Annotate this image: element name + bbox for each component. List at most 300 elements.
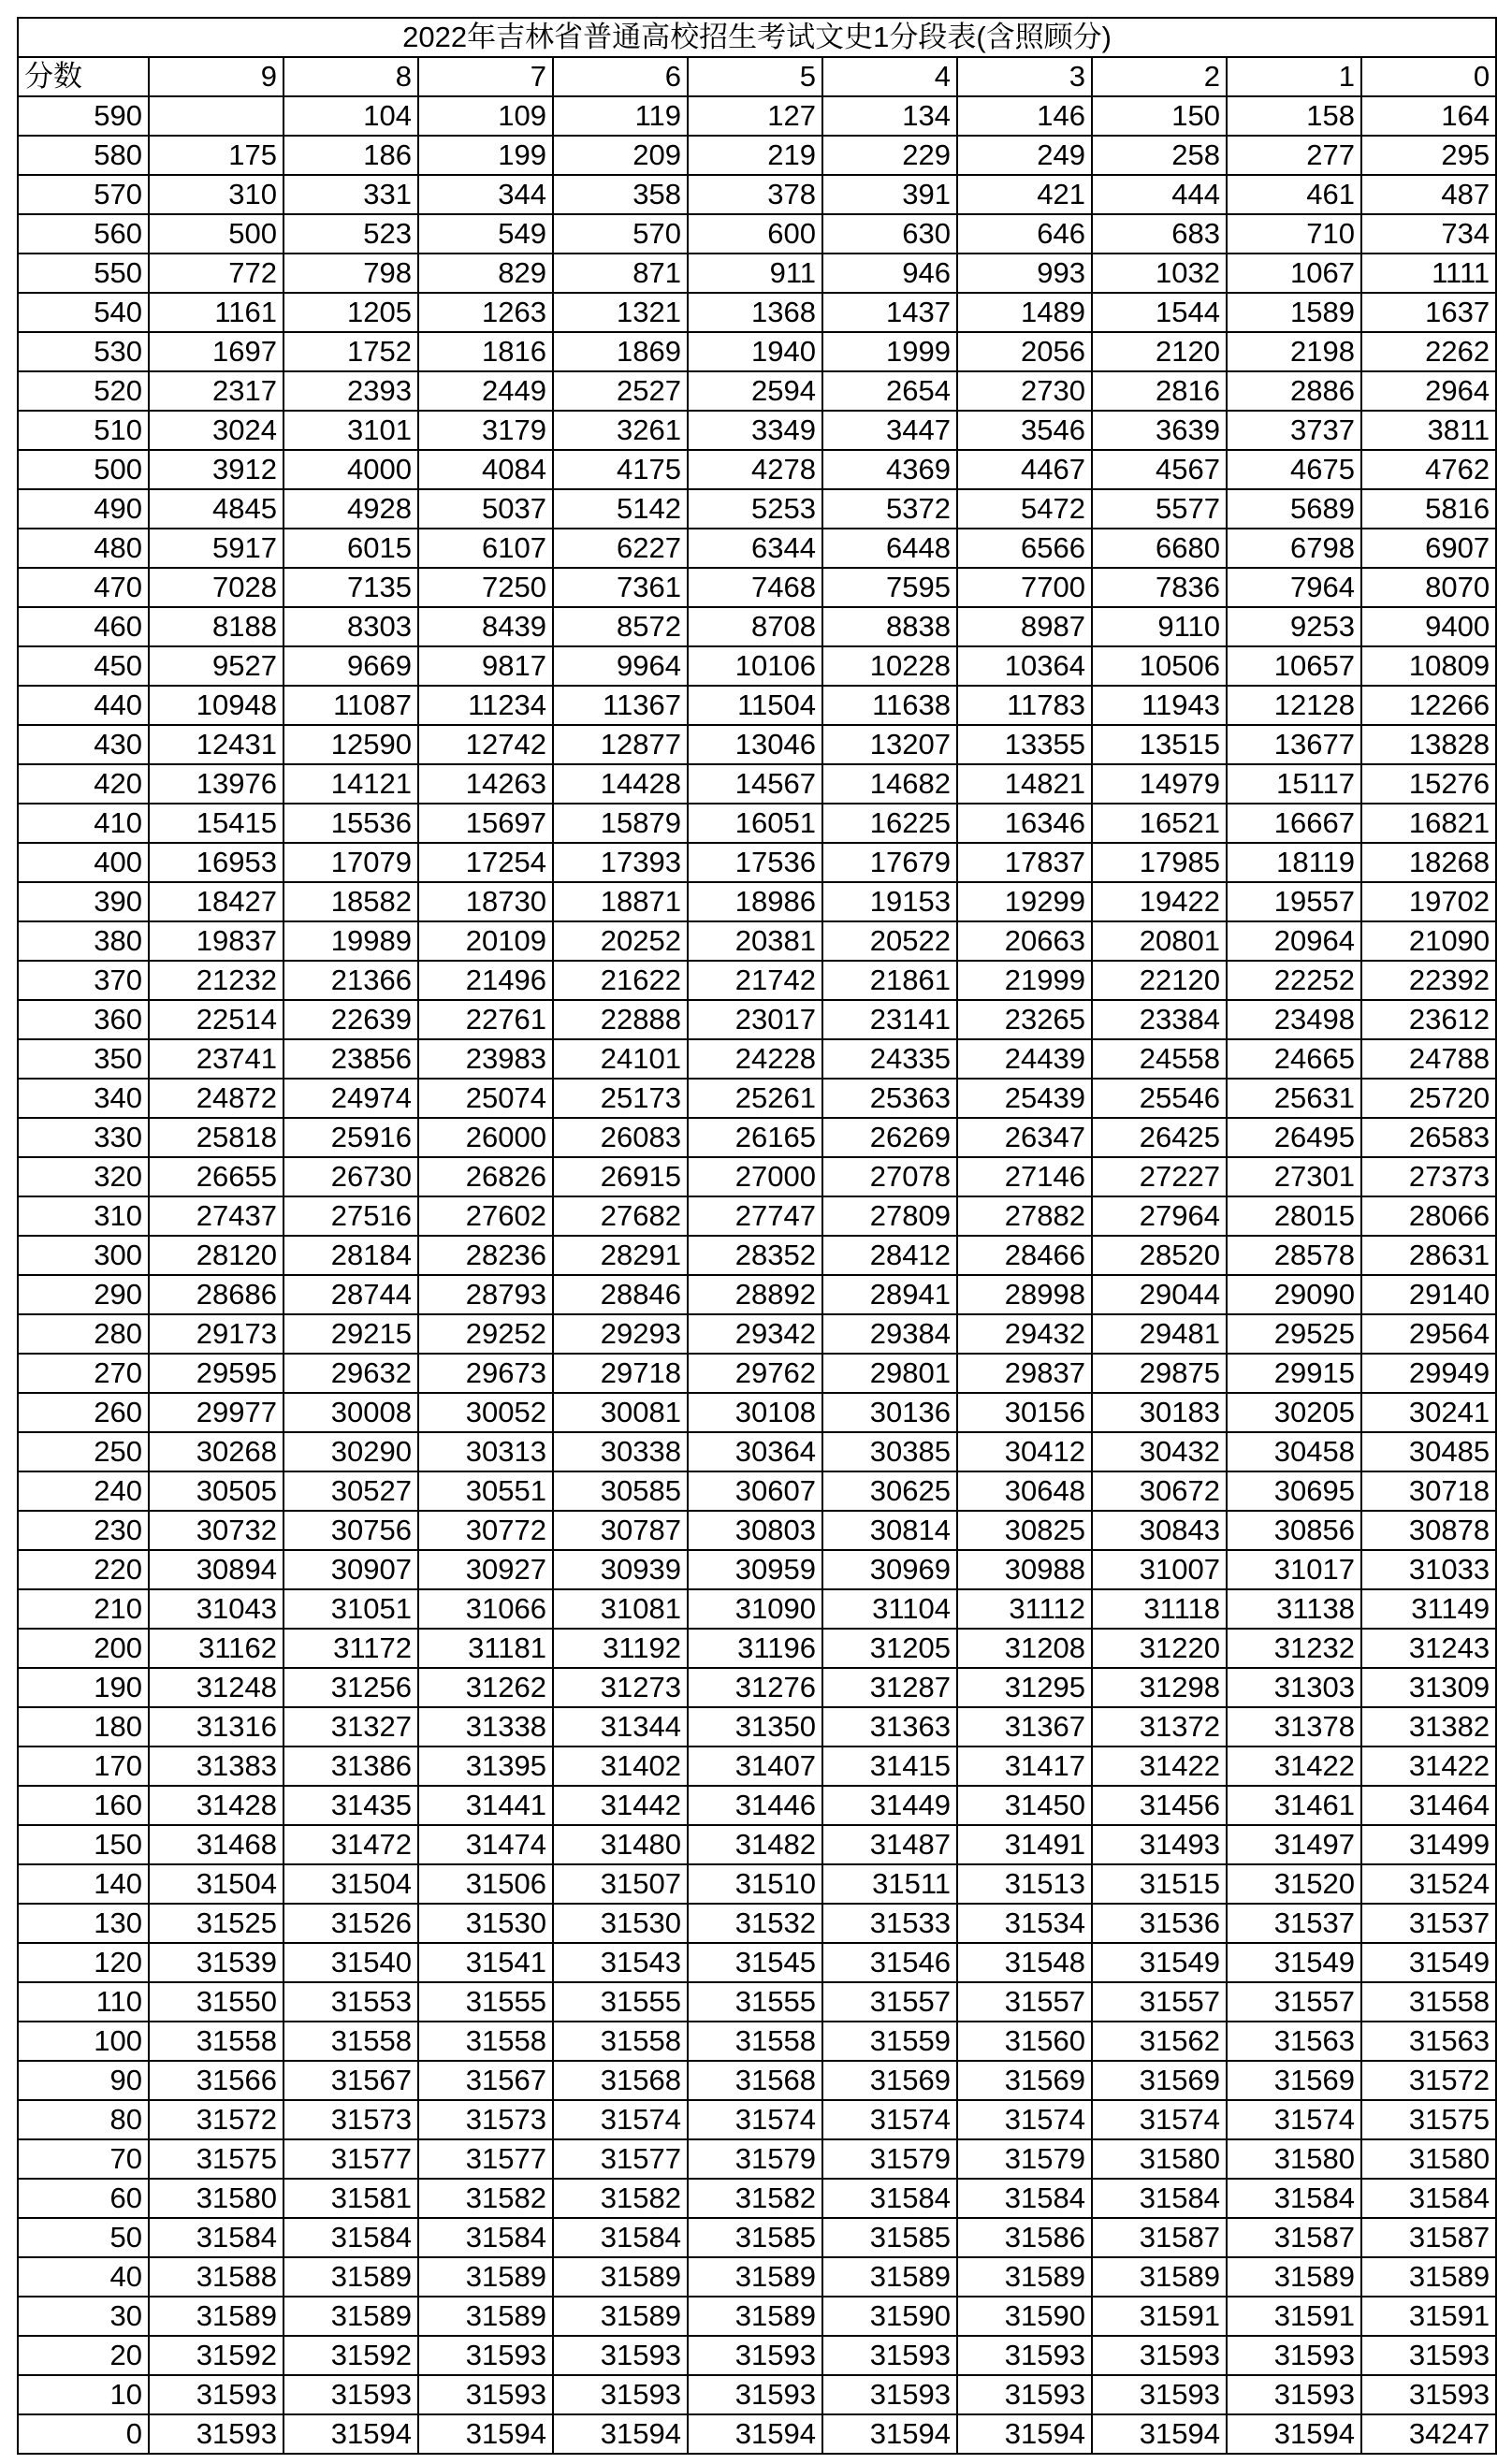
count-cell[interactable]: 946 — [822, 254, 957, 293]
count-cell[interactable]: 30939 — [553, 1550, 688, 1589]
count-cell[interactable]: 186 — [284, 136, 418, 175]
count-cell[interactable]: 2262 — [1361, 332, 1496, 371]
score-cell[interactable]: 70 — [18, 2139, 149, 2179]
count-cell[interactable]: 31557 — [1092, 1982, 1227, 2022]
count-cell[interactable]: 29215 — [284, 1314, 418, 1354]
count-cell[interactable]: 8303 — [284, 607, 418, 646]
count-cell[interactable]: 461 — [1227, 175, 1361, 214]
count-cell[interactable]: 30894 — [149, 1550, 284, 1589]
count-cell[interactable]: 31589 — [418, 2297, 553, 2336]
score-cell[interactable]: 40 — [18, 2257, 149, 2297]
count-cell[interactable]: 17079 — [284, 843, 418, 882]
count-cell[interactable]: 21366 — [284, 961, 418, 1000]
count-cell[interactable]: 29632 — [284, 1354, 418, 1393]
count-cell[interactable]: 31534 — [957, 1904, 1092, 1943]
count-cell[interactable]: 829 — [418, 254, 553, 293]
count-cell[interactable]: 31338 — [418, 1707, 553, 1747]
digit-column-header[interactable]: 3 — [957, 57, 1092, 96]
count-cell[interactable]: 104 — [284, 96, 418, 136]
count-cell[interactable]: 24665 — [1227, 1039, 1361, 1079]
count-cell[interactable]: 12431 — [149, 725, 284, 764]
count-cell[interactable]: 31557 — [957, 1982, 1092, 2022]
count-cell[interactable]: 30008 — [284, 1393, 418, 1432]
count-cell[interactable]: 798 — [284, 254, 418, 293]
count-cell[interactable]: 331 — [284, 175, 418, 214]
count-cell[interactable]: 31149 — [1361, 1589, 1496, 1629]
count-cell[interactable]: 30625 — [822, 1471, 957, 1511]
count-cell[interactable]: 31549 — [1227, 1943, 1361, 1982]
count-cell[interactable]: 27146 — [957, 1157, 1092, 1196]
count-cell[interactable]: 24558 — [1092, 1039, 1227, 1079]
count-cell[interactable]: 31589 — [149, 2297, 284, 2336]
count-cell[interactable]: 26269 — [822, 1118, 957, 1157]
score-cell[interactable]: 300 — [18, 1236, 149, 1275]
count-cell[interactable]: 158 — [1227, 96, 1361, 136]
count-cell[interactable]: 21999 — [957, 961, 1092, 1000]
count-cell[interactable]: 11234 — [418, 686, 553, 725]
count-cell[interactable]: 31525 — [149, 1904, 284, 1943]
count-cell[interactable]: 7028 — [149, 568, 284, 607]
count-cell[interactable]: 31256 — [284, 1668, 418, 1707]
count-cell[interactable]: 5689 — [1227, 489, 1361, 529]
count-cell[interactable]: 26826 — [418, 1157, 553, 1196]
count-cell[interactable]: 7135 — [284, 568, 418, 607]
count-cell[interactable]: 25074 — [418, 1079, 553, 1118]
score-cell[interactable]: 440 — [18, 686, 149, 725]
count-cell[interactable]: 31205 — [822, 1629, 957, 1668]
count-cell[interactable]: 27964 — [1092, 1196, 1227, 1236]
count-cell[interactable]: 13046 — [688, 725, 822, 764]
count-cell[interactable]: 4762 — [1361, 450, 1496, 489]
count-cell[interactable]: 22514 — [149, 1000, 284, 1039]
count-cell[interactable]: 993 — [957, 254, 1092, 293]
count-cell[interactable]: 26495 — [1227, 1118, 1361, 1157]
count-cell[interactable]: 28015 — [1227, 1196, 1361, 1236]
count-cell[interactable]: 229 — [822, 136, 957, 175]
count-cell[interactable]: 31585 — [822, 2218, 957, 2257]
count-cell[interactable]: 27809 — [822, 1196, 957, 1236]
count-cell[interactable]: 31543 — [553, 1943, 688, 1982]
count-cell[interactable]: 30803 — [688, 1511, 822, 1550]
count-cell[interactable]: 17837 — [957, 843, 1092, 882]
count-cell[interactable]: 27373 — [1361, 1157, 1496, 1196]
count-cell[interactable]: 3737 — [1227, 411, 1361, 450]
count-cell[interactable]: 30695 — [1227, 1471, 1361, 1511]
count-cell[interactable]: 31378 — [1227, 1707, 1361, 1747]
count-cell[interactable]: 150 — [1092, 96, 1227, 136]
count-cell[interactable]: 15415 — [149, 804, 284, 843]
count-cell[interactable]: 23498 — [1227, 1000, 1361, 1039]
count-cell[interactable]: 24439 — [957, 1039, 1092, 1079]
count-cell[interactable]: 219 — [688, 136, 822, 175]
count-cell[interactable]: 31577 — [553, 2139, 688, 2179]
count-cell[interactable]: 31555 — [418, 1982, 553, 2022]
count-cell[interactable]: 31584 — [822, 2179, 957, 2218]
count-cell[interactable]: 4928 — [284, 489, 418, 529]
count-cell[interactable]: 31580 — [149, 2179, 284, 2218]
count-cell[interactable]: 25818 — [149, 1118, 284, 1157]
count-cell[interactable]: 20801 — [1092, 921, 1227, 961]
count-cell[interactable]: 12590 — [284, 725, 418, 764]
count-cell[interactable]: 27078 — [822, 1157, 957, 1196]
score-cell[interactable]: 500 — [18, 450, 149, 489]
count-cell[interactable]: 2594 — [688, 371, 822, 411]
count-cell[interactable]: 31593 — [688, 2336, 822, 2375]
count-cell[interactable]: 30241 — [1361, 1393, 1496, 1432]
count-cell[interactable]: 18871 — [553, 882, 688, 921]
count-cell[interactable]: 31456 — [1092, 1786, 1227, 1825]
count-cell[interactable]: 31558 — [1361, 1982, 1496, 2022]
count-cell[interactable]: 31407 — [688, 1747, 822, 1786]
count-cell[interactable]: 29525 — [1227, 1314, 1361, 1354]
count-cell[interactable]: 31327 — [284, 1707, 418, 1747]
count-cell[interactable]: 209 — [553, 136, 688, 175]
digit-column-header[interactable]: 6 — [553, 57, 688, 96]
score-cell[interactable]: 450 — [18, 646, 149, 686]
count-cell[interactable]: 31581 — [284, 2179, 418, 2218]
count-cell[interactable]: 7468 — [688, 568, 822, 607]
score-cell[interactable]: 0 — [18, 2414, 149, 2454]
count-cell[interactable]: 14428 — [553, 764, 688, 804]
count-cell[interactable]: 5142 — [553, 489, 688, 529]
count-cell[interactable]: 26655 — [149, 1157, 284, 1196]
count-cell[interactable]: 31574 — [688, 2100, 822, 2139]
count-cell[interactable]: 31582 — [688, 2179, 822, 2218]
count-cell[interactable]: 31540 — [284, 1943, 418, 1982]
count-cell[interactable]: 21090 — [1361, 921, 1496, 961]
count-cell[interactable]: 31593 — [418, 2375, 553, 2414]
count-cell[interactable]: 31589 — [1092, 2257, 1227, 2297]
count-cell[interactable]: 31118 — [1092, 1589, 1227, 1629]
count-cell[interactable]: 31582 — [553, 2179, 688, 2218]
count-cell[interactable]: 31593 — [1361, 2375, 1496, 2414]
score-cell[interactable]: 330 — [18, 1118, 149, 1157]
score-cell[interactable]: 540 — [18, 293, 149, 332]
score-cell[interactable]: 570 — [18, 175, 149, 214]
count-cell[interactable]: 31287 — [822, 1668, 957, 1707]
count-cell[interactable]: 31446 — [688, 1786, 822, 1825]
count-cell[interactable]: 31530 — [418, 1904, 553, 1943]
score-cell[interactable]: 250 — [18, 1432, 149, 1471]
count-cell[interactable]: 421 — [957, 175, 1092, 214]
count-cell[interactable]: 31435 — [284, 1786, 418, 1825]
score-cell[interactable]: 90 — [18, 2061, 149, 2100]
count-cell[interactable]: 30156 — [957, 1393, 1092, 1432]
count-cell[interactable]: 31344 — [553, 1707, 688, 1747]
count-cell[interactable]: 27000 — [688, 1157, 822, 1196]
score-cell[interactable]: 230 — [18, 1511, 149, 1550]
count-cell[interactable]: 1205 — [284, 293, 418, 332]
count-cell[interactable]: 31562 — [1092, 2022, 1227, 2061]
count-cell[interactable]: 31560 — [957, 2022, 1092, 2061]
score-cell[interactable]: 490 — [18, 489, 149, 529]
count-cell[interactable]: 24974 — [284, 1079, 418, 1118]
count-cell[interactable]: 31386 — [284, 1747, 418, 1786]
count-cell[interactable]: 31563 — [1227, 2022, 1361, 2061]
count-cell[interactable]: 31593 — [1227, 2375, 1361, 2414]
count-cell[interactable]: 12266 — [1361, 686, 1496, 725]
count-cell[interactable]: 21496 — [418, 961, 553, 1000]
count-cell[interactable]: 19299 — [957, 882, 1092, 921]
score-cell[interactable]: 320 — [18, 1157, 149, 1196]
count-cell[interactable]: 9817 — [418, 646, 553, 686]
count-cell[interactable]: 28744 — [284, 1275, 418, 1314]
count-cell[interactable]: 26425 — [1092, 1118, 1227, 1157]
count-cell[interactable]: 30756 — [284, 1511, 418, 1550]
count-cell[interactable]: 378 — [688, 175, 822, 214]
count-cell[interactable]: 164 — [1361, 96, 1496, 136]
count-cell[interactable]: 31497 — [1227, 1825, 1361, 1864]
count-cell[interactable]: 2198 — [1227, 332, 1361, 371]
count-cell[interactable]: 26083 — [553, 1118, 688, 1157]
score-cell[interactable]: 260 — [18, 1393, 149, 1432]
count-cell[interactable]: 31367 — [957, 1707, 1092, 1747]
score-cell[interactable]: 460 — [18, 607, 149, 646]
count-cell[interactable]: 31582 — [418, 2179, 553, 2218]
score-cell[interactable]: 530 — [18, 332, 149, 371]
count-cell[interactable]: 31584 — [149, 2218, 284, 2257]
count-cell[interactable]: 1816 — [418, 332, 553, 371]
count-cell[interactable]: 31579 — [822, 2139, 957, 2179]
count-cell[interactable]: 10506 — [1092, 646, 1227, 686]
count-cell[interactable]: 31417 — [957, 1747, 1092, 1786]
score-cell[interactable]: 150 — [18, 1825, 149, 1864]
count-cell[interactable]: 31480 — [553, 1825, 688, 1864]
count-cell[interactable]: 13355 — [957, 725, 1092, 764]
count-cell[interactable]: 15697 — [418, 804, 553, 843]
count-cell[interactable]: 29673 — [418, 1354, 553, 1393]
count-cell[interactable]: 28412 — [822, 1236, 957, 1275]
count-cell[interactable]: 10948 — [149, 686, 284, 725]
count-cell[interactable]: 11367 — [553, 686, 688, 725]
count-cell[interactable]: 31539 — [149, 1943, 284, 1982]
count-cell[interactable]: 30959 — [688, 1550, 822, 1589]
count-cell[interactable]: 7964 — [1227, 568, 1361, 607]
count-cell[interactable]: 3447 — [822, 411, 957, 450]
count-cell[interactable]: 30313 — [418, 1432, 553, 1471]
count-cell[interactable]: 31316 — [149, 1707, 284, 1747]
count-cell[interactable]: 14979 — [1092, 764, 1227, 804]
count-cell[interactable]: 3101 — [284, 411, 418, 450]
count-cell[interactable]: 30843 — [1092, 1511, 1227, 1550]
count-cell[interactable]: 26915 — [553, 1157, 688, 1196]
count-cell[interactable]: 31591 — [1092, 2297, 1227, 2336]
score-cell[interactable]: 50 — [18, 2218, 149, 2257]
count-cell[interactable]: 1940 — [688, 332, 822, 371]
count-cell[interactable]: 31172 — [284, 1629, 418, 1668]
count-cell[interactable]: 1111 — [1361, 254, 1496, 293]
count-cell[interactable]: 31593 — [957, 2375, 1092, 2414]
score-cell[interactable]: 160 — [18, 1786, 149, 1825]
count-cell[interactable]: 30205 — [1227, 1393, 1361, 1432]
score-cell[interactable]: 360 — [18, 1000, 149, 1039]
count-cell[interactable]: 31591 — [1361, 2297, 1496, 2336]
count-cell[interactable]: 31548 — [957, 1943, 1092, 1982]
count-cell[interactable]: 570 — [553, 214, 688, 254]
count-cell[interactable]: 31558 — [284, 2022, 418, 2061]
count-cell[interactable]: 9527 — [149, 646, 284, 686]
count-cell[interactable]: 30825 — [957, 1511, 1092, 1550]
count-cell[interactable]: 29875 — [1092, 1354, 1227, 1393]
count-cell[interactable]: 19702 — [1361, 882, 1496, 921]
count-cell[interactable]: 523 — [284, 214, 418, 254]
count-cell[interactable]: 11087 — [284, 686, 418, 725]
count-cell[interactable]: 31363 — [822, 1707, 957, 1747]
count-cell[interactable]: 31584 — [1092, 2179, 1227, 2218]
count-cell[interactable]: 3811 — [1361, 411, 1496, 450]
count-cell[interactable]: 31584 — [957, 2179, 1092, 2218]
count-cell[interactable]: 31567 — [418, 2061, 553, 2100]
count-cell[interactable]: 15117 — [1227, 764, 1361, 804]
count-cell[interactable]: 19557 — [1227, 882, 1361, 921]
count-cell[interactable]: 31589 — [1227, 2257, 1361, 2297]
count-cell[interactable]: 1999 — [822, 332, 957, 371]
count-cell[interactable]: 30136 — [822, 1393, 957, 1432]
score-cell[interactable]: 20 — [18, 2336, 149, 2375]
count-cell[interactable]: 25439 — [957, 1079, 1092, 1118]
count-cell[interactable]: 31574 — [1227, 2100, 1361, 2139]
count-cell[interactable]: 31593 — [553, 2336, 688, 2375]
count-cell[interactable]: 31590 — [822, 2297, 957, 2336]
count-cell[interactable]: 549 — [418, 214, 553, 254]
count-cell[interactable]: 6798 — [1227, 529, 1361, 568]
count-cell[interactable]: 16821 — [1361, 804, 1496, 843]
count-cell[interactable]: 12128 — [1227, 686, 1361, 725]
count-cell[interactable]: 1869 — [553, 332, 688, 371]
count-cell[interactable]: 17536 — [688, 843, 822, 882]
count-cell[interactable]: 27882 — [957, 1196, 1092, 1236]
digit-column-header[interactable]: 2 — [1092, 57, 1227, 96]
count-cell[interactable]: 710 — [1227, 214, 1361, 254]
count-cell[interactable]: 109 — [418, 96, 553, 136]
count-cell[interactable]: 27437 — [149, 1196, 284, 1236]
count-cell[interactable]: 4278 — [688, 450, 822, 489]
count-cell[interactable]: 14263 — [418, 764, 553, 804]
count-cell[interactable]: 6015 — [284, 529, 418, 568]
count-cell[interactable]: 31298 — [1092, 1668, 1227, 1707]
count-cell[interactable]: 27747 — [688, 1196, 822, 1236]
digit-column-header[interactable]: 1 — [1227, 57, 1361, 96]
count-cell[interactable]: 31585 — [688, 2218, 822, 2257]
table-title[interactable]: 2022年吉林省普通高校招生考试文史1分段表(含照顾分) — [18, 18, 1496, 57]
count-cell[interactable]: 24788 — [1361, 1039, 1496, 1079]
count-cell[interactable]: 28631 — [1361, 1236, 1496, 1275]
count-cell[interactable]: 31232 — [1227, 1629, 1361, 1668]
count-cell[interactable]: 10364 — [957, 646, 1092, 686]
count-cell[interactable]: 31545 — [688, 1943, 822, 1982]
count-cell[interactable]: 25631 — [1227, 1079, 1361, 1118]
count-cell[interactable]: 7836 — [1092, 568, 1227, 607]
count-cell[interactable]: 4175 — [553, 450, 688, 489]
count-cell[interactable]: 31449 — [822, 1786, 957, 1825]
count-cell[interactable]: 14121 — [284, 764, 418, 804]
count-cell[interactable]: 31580 — [1361, 2139, 1496, 2179]
count-cell[interactable]: 2056 — [957, 332, 1092, 371]
count-cell[interactable]: 31295 — [957, 1668, 1092, 1707]
count-cell[interactable]: 1589 — [1227, 293, 1361, 332]
count-cell[interactable]: 646 — [957, 214, 1092, 254]
count-cell[interactable]: 16051 — [688, 804, 822, 843]
count-cell[interactable]: 29977 — [149, 1393, 284, 1432]
count-cell[interactable]: 31558 — [553, 2022, 688, 2061]
count-cell[interactable]: 30052 — [418, 1393, 553, 1432]
count-cell[interactable]: 29837 — [957, 1354, 1092, 1393]
count-cell[interactable]: 7250 — [418, 568, 553, 607]
count-cell[interactable]: 30988 — [957, 1550, 1092, 1589]
count-cell[interactable]: 31487 — [822, 1825, 957, 1864]
count-cell[interactable]: 34247 — [1361, 2414, 1496, 2454]
count-cell[interactable]: 29432 — [957, 1314, 1092, 1354]
digit-column-header[interactable]: 9 — [149, 57, 284, 96]
count-cell[interactable]: 911 — [688, 254, 822, 293]
count-cell[interactable]: 23141 — [822, 1000, 957, 1039]
count-cell[interactable]: 27516 — [284, 1196, 418, 1236]
count-cell[interactable]: 19422 — [1092, 882, 1227, 921]
count-cell[interactable]: 29595 — [149, 1354, 284, 1393]
count-cell[interactable]: 27602 — [418, 1196, 553, 1236]
count-cell[interactable]: 10657 — [1227, 646, 1361, 686]
count-cell[interactable]: 31510 — [688, 1864, 822, 1904]
count-cell[interactable]: 31162 — [149, 1629, 284, 1668]
count-cell[interactable]: 31550 — [149, 1982, 284, 2022]
count-cell[interactable]: 3349 — [688, 411, 822, 450]
count-cell[interactable]: 31415 — [822, 1747, 957, 1786]
count-cell[interactable]: 31530 — [553, 1904, 688, 1943]
count-cell[interactable]: 344 — [418, 175, 553, 214]
count-cell[interactable]: 31555 — [553, 1982, 688, 2022]
count-cell[interactable]: 18427 — [149, 882, 284, 921]
count-cell[interactable]: 27227 — [1092, 1157, 1227, 1196]
count-cell[interactable]: 31575 — [149, 2139, 284, 2179]
count-cell[interactable]: 28686 — [149, 1275, 284, 1314]
count-cell[interactable]: 31589 — [418, 2257, 553, 2297]
count-cell[interactable]: 1437 — [822, 293, 957, 332]
count-cell[interactable]: 5472 — [957, 489, 1092, 529]
count-cell[interactable]: 18986 — [688, 882, 822, 921]
score-cell[interactable]: 110 — [18, 1982, 149, 2022]
count-cell[interactable]: 4567 — [1092, 450, 1227, 489]
score-cell[interactable]: 550 — [18, 254, 149, 293]
count-cell[interactable]: 27682 — [553, 1196, 688, 1236]
count-cell[interactable]: 31593 — [1092, 2375, 1227, 2414]
count-cell[interactable]: 31573 — [418, 2100, 553, 2139]
score-cell[interactable]: 140 — [18, 1864, 149, 1904]
count-cell[interactable]: 25720 — [1361, 1079, 1496, 1118]
count-cell[interactable]: 18268 — [1361, 843, 1496, 882]
count-cell[interactable]: 13677 — [1227, 725, 1361, 764]
count-cell[interactable]: 28520 — [1092, 1236, 1227, 1275]
count-cell[interactable]: 31533 — [822, 1904, 957, 1943]
count-cell[interactable]: 31442 — [553, 1786, 688, 1825]
count-cell[interactable]: 23384 — [1092, 1000, 1227, 1039]
count-cell[interactable]: 31591 — [1227, 2297, 1361, 2336]
count-cell[interactable]: 28352 — [688, 1236, 822, 1275]
count-cell[interactable]: 31589 — [1361, 2257, 1496, 2297]
count-cell[interactable]: 17393 — [553, 843, 688, 882]
count-cell[interactable]: 30527 — [284, 1471, 418, 1511]
count-cell[interactable]: 22888 — [553, 1000, 688, 1039]
count-cell[interactable]: 30183 — [1092, 1393, 1227, 1432]
count-cell[interactable]: 31584 — [1227, 2179, 1361, 2218]
count-cell[interactable]: 31558 — [149, 2022, 284, 2061]
count-cell[interactable]: 31441 — [418, 1786, 553, 1825]
count-cell[interactable]: 4845 — [149, 489, 284, 529]
count-cell[interactable]: 30585 — [553, 1471, 688, 1511]
count-cell[interactable]: 31520 — [1227, 1864, 1361, 1904]
score-cell[interactable]: 100 — [18, 2022, 149, 2061]
digit-column-header[interactable]: 8 — [284, 57, 418, 96]
count-cell[interactable]: 31450 — [957, 1786, 1092, 1825]
